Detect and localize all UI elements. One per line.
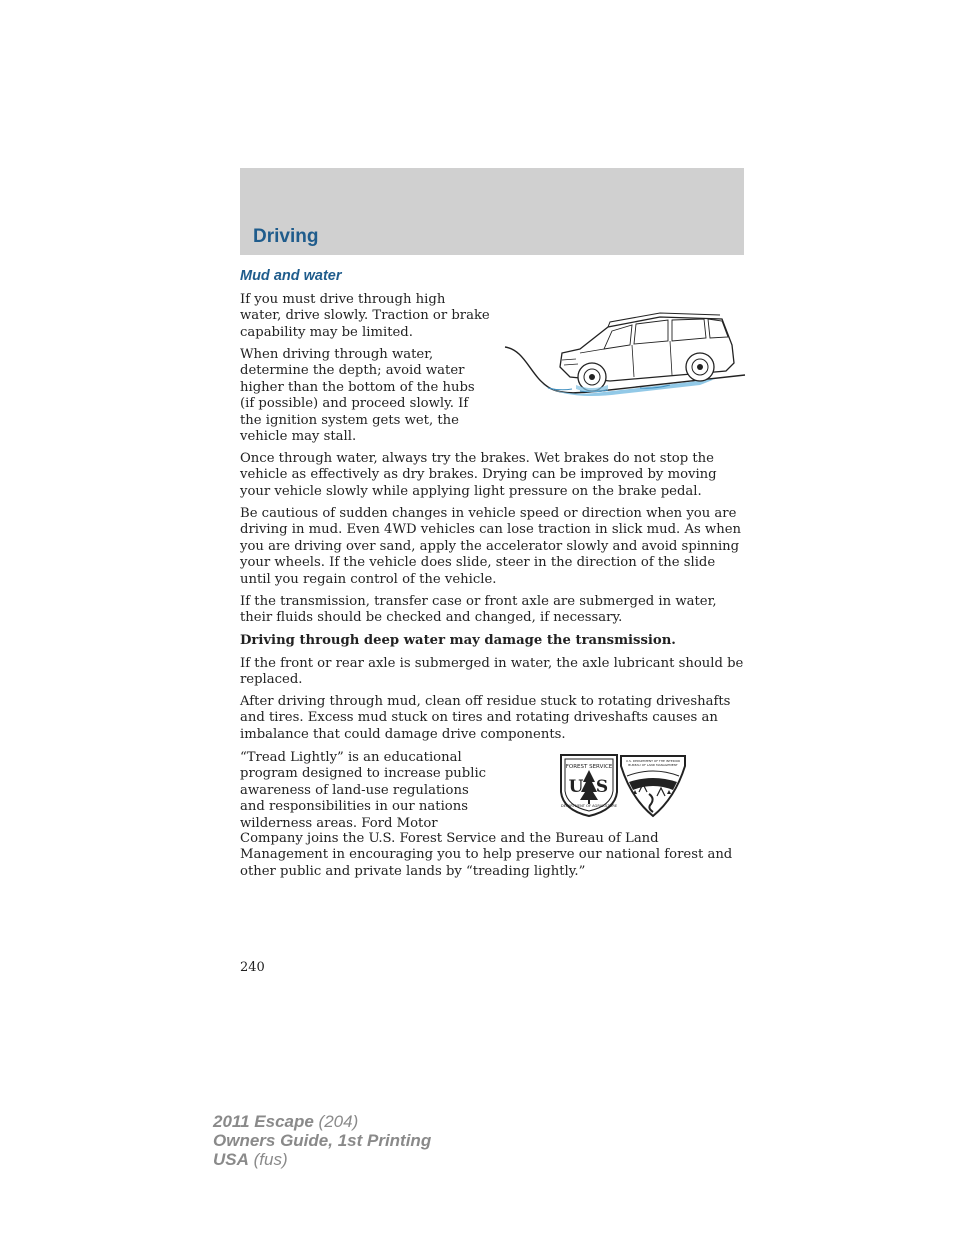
agency-logos	[557, 752, 689, 818]
svg-text:U.S. DEPARTMENT OF THE INTERIO: U.S. DEPARTMENT OF THE INTERIOR	[625, 759, 681, 763]
paragraph-water-depth: When driving through water, determine the depth; avoid water higher than the bottom of the hubs (if possible) and proceed slowly. If the ignition system gets wet, the vehicle may stall.	[240, 347, 475, 445]
footer-line-1	[213, 1112, 431, 1131]
svg-text:S: S	[595, 777, 609, 797]
page-number: 240	[240, 960, 265, 975]
paragraph-high-water: If you must drive through high water, drive slowly. Traction or brake capability may be limited.	[240, 292, 490, 340]
svg-text:DEPARTMENT OF AGRICULTURE: DEPARTMENT OF AGRICULTURE	[560, 804, 618, 808]
vehicle-in-water-illustration	[500, 305, 748, 400]
paragraph-clean-residue: After driving through mud, clean off residue stuck to rotating driveshafts and tires. Excess mud stuck on tires and rotating driveshafts causes an imbalance that could damage drive components.	[240, 694, 731, 742]
bureau-of-land-management-icon	[621, 756, 685, 816]
paragraph-try-brakes: Once through water, always try the brakes. Wet brakes do not stop the vehicle as effectively as dry brakes. Drying can be improved by moving your vehicle slowly while applying light pressure on the brake pedal.	[240, 451, 717, 499]
footer-model-code: (204)	[313, 1112, 359, 1131]
paragraph-axle-lubricant: If the front or rear axle is submerged in water, the axle lubricant should be replaced.	[240, 656, 744, 688]
footer-line-3	[213, 1150, 431, 1169]
forest-service-shield-icon	[561, 755, 618, 816]
paragraph-submerged-fluids: If the transmission, transfer case or front axle are submerged in water, their fluids should be checked and changed, if necessary.	[240, 594, 717, 626]
paragraph-tread-lightly-continued: Company joins the U.S. Forest Service and the Bureau of Land Management in encouraging you to help preserve our national forest and other public and private lands by “treading lightly.”	[240, 831, 733, 879]
footer-line-2: Owners Guide, 1st Printing	[213, 1131, 432, 1150]
document-footer	[213, 1112, 431, 1169]
section-title: Driving	[253, 226, 319, 247]
svg-text:U: U	[568, 777, 584, 797]
footer-model: 2011 Escape	[213, 1112, 314, 1131]
paragraph-tread-lightly: “Tread Lightly” is an educational program designed to increase public awareness of land-use regulations and responsibilities in our nations wilderness areas. Ford Motor	[240, 750, 487, 831]
footer-market-code: (fus)	[248, 1150, 288, 1169]
warning-deep-water: Driving through deep water may damage the transmission.	[240, 633, 676, 648]
svg-text:BUREAU OF LAND MANAGEMENT: BUREAU OF LAND MANAGEMENT	[628, 763, 678, 767]
svg-text:FOREST SERVICE: FOREST SERVICE	[565, 764, 613, 770]
subsection-heading: Mud and water	[240, 268, 342, 284]
paragraph-mud-caution: Be cautious of sudden changes in vehicle speed or direction when you are driving in mud. Even 4WD vehicles can lose traction in slick mud. As when you are driving over sand, apply the accelerator slowly and avoid spinning your wheels. If the vehicle does slide, steer in the direction of the slide until you regain control of the vehicle.	[240, 506, 742, 587]
footer-market: USA	[213, 1150, 249, 1169]
